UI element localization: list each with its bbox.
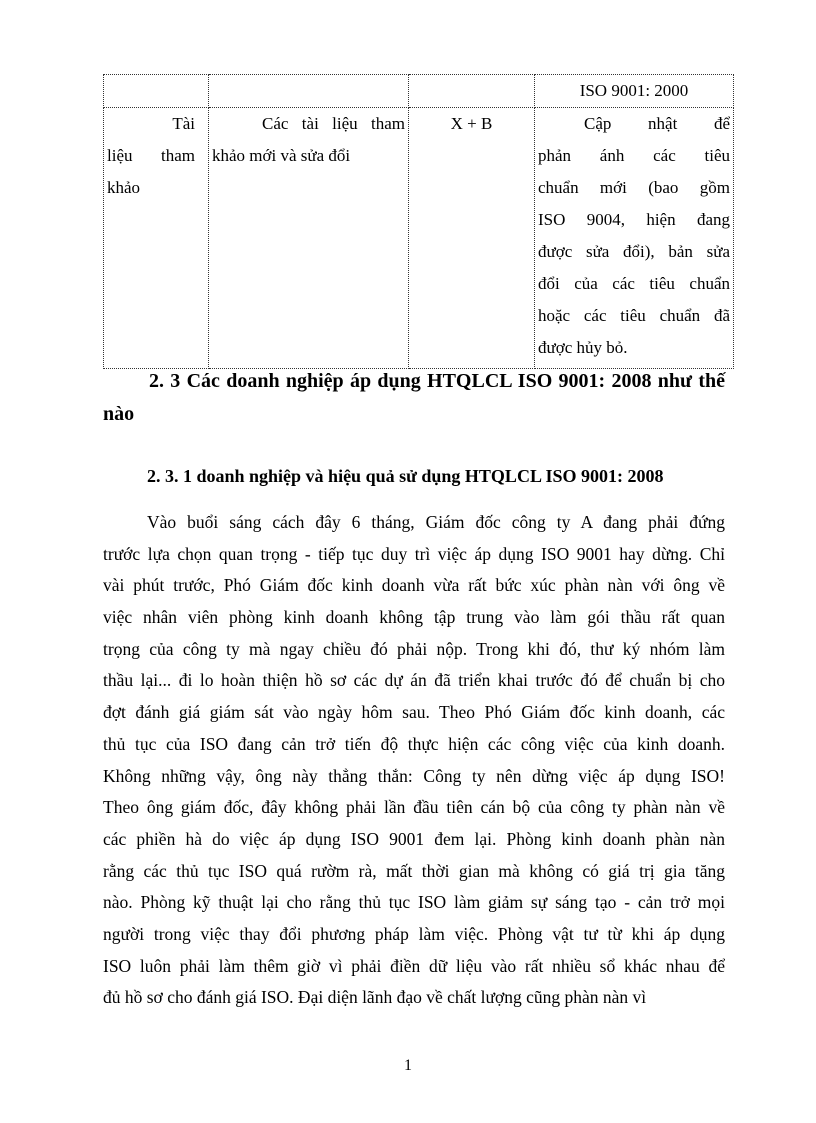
cell-line: được hủy bỏ.: [538, 338, 628, 357]
text-line: trọng của công ty mà ngay chiều đó phải nộp. Trong khi đó, thư ký nhóm làm: [103, 638, 725, 659]
table-cell-note: [535, 108, 734, 369]
cell-line: đổi của các tiêu chuẩn: [538, 274, 730, 293]
page-number: 1: [404, 1057, 412, 1074]
text-line: đủ hồ sơ cho đánh giá ISO. Đại diện lãnh đạo về chất lượng cũng phàn nàn vì: [103, 987, 647, 1008]
text-line: thủ tục của ISO đang cản trở tiến độ thực hiện các công việc của kinh doanh.: [103, 733, 725, 754]
text-line: thầu lại... đi lo hoàn thiện hồ sơ các dự án đã triển khai trước đó để chuẩn bị cho: [103, 670, 725, 691]
table-cell: [209, 75, 409, 108]
table-row: [104, 75, 734, 108]
table-cell-standard: ISO 9001: 2000: [535, 75, 734, 108]
cell-line: khảo: [107, 178, 141, 197]
text-line: vài phút trước, Phó Giám đốc kinh doanh vừa rất bức xúc phàn nàn với ông về: [103, 575, 725, 596]
text-line: ISO luôn phải làm thêm giờ vì phải điền dữ liệu vào rất nhiều sổ khác nhau để: [103, 955, 725, 976]
cell-line: chuẩn mới (bao gồm: [538, 178, 730, 197]
text-line: người trong việc thay đổi phương pháp làm việc. Phòng vật tư từ khi áp dụng: [103, 923, 725, 944]
text-line: đợt đánh giá giám sát vào ngày hôm sau. Theo Phó Giám đốc kinh doanh, các: [103, 702, 725, 723]
cell-line: liệu tham: [107, 146, 195, 165]
table-cell-description: Các tài liệu tham khảo mới và sửa đổi: [209, 108, 409, 369]
revision-table: [103, 74, 734, 369]
text-line: nào. Phòng kỹ thuật lại cho rằng thủ tục ISO làm giảm sự sáng tạo - cản trở mọi: [103, 892, 725, 913]
section-heading: 2. 3 Các doanh nghiệp áp dụng HTQLCL ISO 9001: 2008 như thế nào: [103, 370, 725, 425]
cell-line: ISO 9004, hiện đang: [538, 210, 730, 229]
body-paragraph: [103, 507, 725, 1014]
cell-line: Tài: [172, 114, 195, 133]
text-line: Theo ông giám đốc, đây không phải lần đầu tiên cán bộ của công ty phàn nàn về: [103, 797, 725, 818]
text-line: Vào buổi sáng cách đây 6 tháng, Giám đốc công ty A đang phải đứng: [147, 512, 725, 532]
cell-line: Cập nhật để: [584, 114, 730, 133]
text-line: việc nhân viên phòng kinh doanh không tập trung vào làm gói thầu rất quan: [103, 607, 725, 628]
table-cell-type: X + B: [409, 108, 535, 369]
text-line: Không những vậy, ông này thẳng thắn: Công ty nên dừng việc áp dụng ISO!: [103, 765, 725, 786]
text-line: các phiền hà do việc áp dụng ISO 9001 đem lại. Phòng kinh doanh phàn nàn: [103, 828, 725, 849]
table-cell-category: [104, 108, 209, 369]
subsection-heading: 2. 3. 1 doanh nghiệp và hiệu quả sử dụng HTQLCL ISO 9001: 2008: [147, 466, 664, 486]
cell-line: được sửa đổi), bản sửa: [538, 242, 730, 261]
table-cell: [409, 75, 535, 108]
cell-line: hoặc các tiêu chuẩn đã: [538, 306, 730, 325]
text-line: trước lựa chọn quan trọng - tiếp tục duy trì việc áp dụng ISO 9001 hay dừng. Chỉ: [103, 543, 725, 564]
table-row: [104, 108, 734, 369]
text-line: rằng các thủ tục ISO quá rườm rà, mất thời gian mà không có giá trị gia tăng: [103, 860, 725, 881]
cell-line: phản ánh các tiêu: [538, 146, 730, 165]
table-cell: [104, 75, 209, 108]
